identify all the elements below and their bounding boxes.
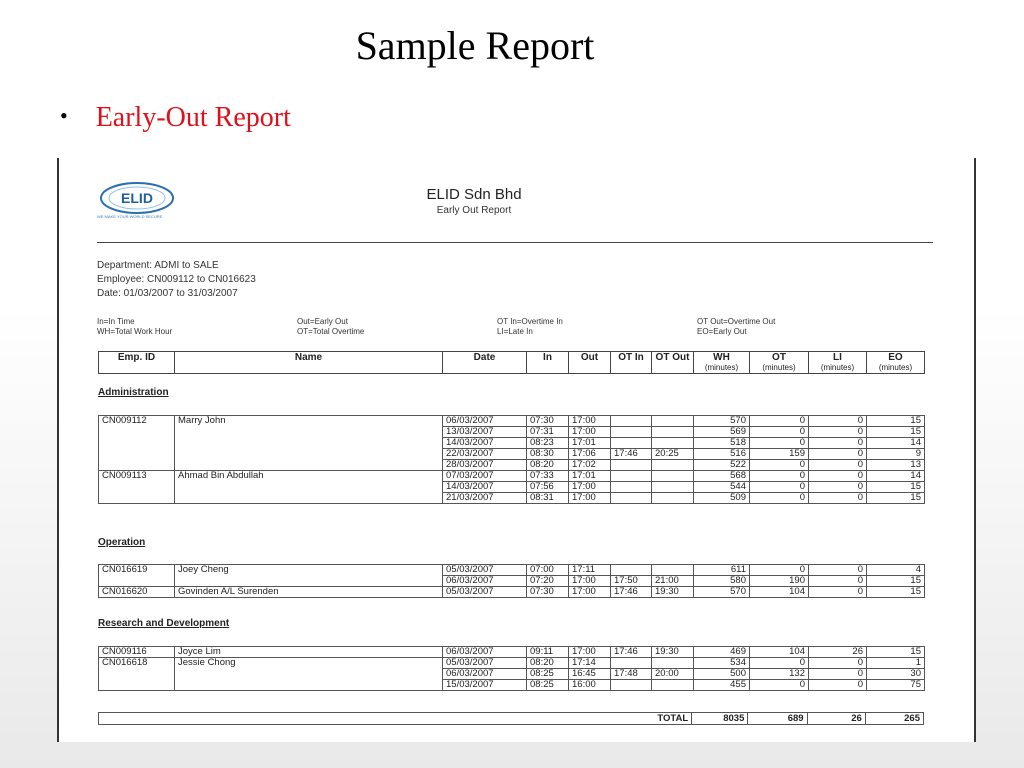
cell-li: 0 bbox=[809, 427, 867, 438]
cell-ot-out bbox=[652, 471, 694, 482]
cell-emp-id: CN016620 bbox=[99, 587, 175, 598]
table-row bbox=[99, 493, 925, 504]
cell-name bbox=[175, 427, 443, 438]
table-row bbox=[99, 416, 925, 427]
header-ot-label: OT bbox=[772, 352, 786, 363]
cell-ot: 104 bbox=[750, 647, 809, 658]
header-ot-out: OT Out bbox=[652, 352, 694, 374]
header-li-unit: (minutes) bbox=[820, 363, 855, 372]
header-emp-id: Emp. ID bbox=[99, 352, 175, 374]
table-row bbox=[99, 460, 925, 471]
cell-ot: 0 bbox=[750, 658, 809, 669]
cell-ot-in bbox=[611, 427, 652, 438]
cell-li: 0 bbox=[809, 576, 867, 587]
bullet-item bbox=[60, 102, 291, 134]
cell-date: 05/03/2007 bbox=[443, 587, 527, 598]
total-li: 26 bbox=[807, 713, 865, 725]
cell-eo: 30 bbox=[867, 669, 925, 680]
cell-in: 07:31 bbox=[527, 427, 569, 438]
cell-emp-id bbox=[99, 669, 175, 680]
cell-eo: 1 bbox=[867, 658, 925, 669]
cell-ot-out bbox=[652, 438, 694, 449]
cell-wh: 500 bbox=[694, 669, 750, 680]
table-row bbox=[99, 482, 925, 493]
legend-li: LI=Late In bbox=[497, 327, 533, 336]
cell-emp-id: CN009116 bbox=[99, 647, 175, 658]
cell-li: 0 bbox=[809, 438, 867, 449]
cell-ot-in: 17:48 bbox=[611, 669, 652, 680]
header-ot bbox=[750, 352, 809, 374]
section-table-administration bbox=[98, 415, 925, 504]
section-table-operation bbox=[98, 564, 925, 598]
header-ot-unit: (minutes) bbox=[762, 363, 796, 372]
cell-out: 17:00 bbox=[569, 427, 611, 438]
bullet-text: Early-Out Report bbox=[95, 102, 291, 133]
logo-text: ELID bbox=[121, 190, 153, 206]
logo-tagline: WE MAKE YOUR WORLD SECURE bbox=[97, 214, 163, 219]
header-wh-unit: (minutes) bbox=[704, 363, 739, 372]
cell-date: 06/03/2007 bbox=[443, 416, 527, 427]
cell-name: Marry John bbox=[175, 416, 443, 427]
cell-date: 15/03/2007 bbox=[443, 680, 527, 691]
cell-out: 17:00 bbox=[569, 576, 611, 587]
cell-ot-out bbox=[652, 565, 694, 576]
header-in: In bbox=[527, 352, 569, 374]
cell-out: 17:11 bbox=[569, 565, 611, 576]
cell-li: 26 bbox=[809, 647, 867, 658]
cell-in: 08:30 bbox=[527, 449, 569, 460]
header-out: Out bbox=[569, 352, 611, 374]
criteria-date: Date: 01/03/2007 to 31/03/2007 bbox=[97, 288, 238, 299]
legend-col-1 bbox=[97, 317, 172, 337]
cell-date: 14/03/2007 bbox=[443, 438, 527, 449]
cell-wh: 570 bbox=[694, 587, 750, 598]
cell-eo: 15 bbox=[867, 576, 925, 587]
cell-ot-in: 17:46 bbox=[611, 647, 652, 658]
total-row bbox=[98, 712, 924, 725]
cell-ot-out: 19:30 bbox=[652, 647, 694, 658]
cell-eo: 4 bbox=[867, 565, 925, 576]
section-title-research: Research and Development bbox=[98, 618, 230, 629]
cell-out: 17:00 bbox=[569, 482, 611, 493]
cell-date: 22/03/2007 bbox=[443, 449, 527, 460]
cell-ot: 0 bbox=[750, 493, 809, 504]
report-subtitle: Early Out Report bbox=[436, 205, 512, 216]
cell-wh: 534 bbox=[694, 658, 750, 669]
cell-in: 07:30 bbox=[527, 416, 569, 427]
cell-eo: 15 bbox=[867, 482, 925, 493]
cell-li: 0 bbox=[809, 416, 867, 427]
cell-li: 0 bbox=[809, 482, 867, 493]
cell-out: 17:01 bbox=[569, 471, 611, 482]
cell-ot: 0 bbox=[750, 416, 809, 427]
cell-out: 17:02 bbox=[569, 460, 611, 471]
cell-date: 06/03/2007 bbox=[443, 669, 527, 680]
cell-in: 07:33 bbox=[527, 471, 569, 482]
cell-emp-id: CN009113 bbox=[99, 471, 175, 482]
legend-in: In=In Time bbox=[97, 317, 135, 326]
cell-date: 28/03/2007 bbox=[443, 460, 527, 471]
cell-ot-out bbox=[652, 493, 694, 504]
cell-name: Joyce Lim bbox=[175, 647, 443, 658]
table-row bbox=[99, 658, 925, 669]
cell-eo: 14 bbox=[867, 471, 925, 482]
cell-out: 17:00 bbox=[569, 587, 611, 598]
cell-date: 14/03/2007 bbox=[443, 482, 527, 493]
cell-ot-in: 17:50 bbox=[611, 576, 652, 587]
report-page bbox=[57, 158, 976, 742]
cell-out: 17:06 bbox=[569, 449, 611, 460]
legend-eo: EO=Early Out bbox=[697, 327, 747, 336]
legend-out: Out=Early Out bbox=[297, 317, 348, 326]
cell-ot-in bbox=[611, 565, 652, 576]
cell-emp-id bbox=[99, 576, 175, 587]
total-wh: 8035 bbox=[692, 713, 748, 725]
cell-out: 16:45 bbox=[569, 669, 611, 680]
table-header bbox=[98, 351, 925, 374]
cell-ot-in: 17:46 bbox=[611, 587, 652, 598]
cell-wh: 544 bbox=[694, 482, 750, 493]
cell-in: 08:23 bbox=[527, 438, 569, 449]
cell-ot: 190 bbox=[750, 576, 809, 587]
cell-ot: 0 bbox=[750, 438, 809, 449]
cell-li: 0 bbox=[809, 471, 867, 482]
cell-emp-id bbox=[99, 427, 175, 438]
cell-in: 07:30 bbox=[527, 587, 569, 598]
legend-otout: OT Out=Overtime Out bbox=[697, 317, 776, 326]
cell-eo: 13 bbox=[867, 460, 925, 471]
header-eo bbox=[867, 352, 925, 374]
cell-name bbox=[175, 680, 443, 691]
cell-name bbox=[175, 449, 443, 460]
cell-ot-out: 19:30 bbox=[652, 587, 694, 598]
cell-name: Jessie Chong bbox=[175, 658, 443, 669]
cell-in: 08:20 bbox=[527, 460, 569, 471]
cell-wh: 570 bbox=[694, 416, 750, 427]
cell-name bbox=[175, 669, 443, 680]
cell-date: 06/03/2007 bbox=[443, 647, 527, 658]
cell-ot-in bbox=[611, 482, 652, 493]
cell-in: 07:20 bbox=[527, 576, 569, 587]
cell-ot-in bbox=[611, 471, 652, 482]
cell-emp-id bbox=[99, 482, 175, 493]
cell-emp-id bbox=[99, 460, 175, 471]
table-row bbox=[99, 576, 925, 587]
cell-in: 08:20 bbox=[527, 658, 569, 669]
cell-li: 0 bbox=[809, 587, 867, 598]
cell-name: Ahmad Bin Abdullah bbox=[175, 471, 443, 482]
cell-date: 13/03/2007 bbox=[443, 427, 527, 438]
cell-out: 16:00 bbox=[569, 680, 611, 691]
cell-in: 08:25 bbox=[527, 669, 569, 680]
legend-col-4 bbox=[697, 317, 775, 337]
cell-in: 08:31 bbox=[527, 493, 569, 504]
cell-ot-in bbox=[611, 460, 652, 471]
table-row bbox=[99, 427, 925, 438]
table-row bbox=[99, 565, 925, 576]
cell-ot-out bbox=[652, 460, 694, 471]
cell-ot: 0 bbox=[750, 482, 809, 493]
cell-wh: 569 bbox=[694, 427, 750, 438]
bullet-dot: • bbox=[60, 103, 68, 128]
legend-wh: WH=Total Work Hour bbox=[97, 327, 173, 336]
cell-in: 07:00 bbox=[527, 565, 569, 576]
cell-emp-id: CN016618 bbox=[99, 658, 175, 669]
header-li bbox=[809, 352, 867, 374]
slide-title: Sample Report bbox=[355, 23, 595, 68]
legend-col-3 bbox=[497, 317, 563, 337]
cell-eo: 15 bbox=[867, 416, 925, 427]
cell-li: 0 bbox=[809, 680, 867, 691]
header-wh-label: WH bbox=[713, 352, 730, 363]
cell-ot-out bbox=[652, 427, 694, 438]
cell-wh: 522 bbox=[694, 460, 750, 471]
header-ot-in: OT In bbox=[611, 352, 652, 374]
cell-eo: 75 bbox=[867, 680, 925, 691]
cell-wh: 455 bbox=[694, 680, 750, 691]
header-name: Name bbox=[175, 352, 443, 374]
cell-date: 05/03/2007 bbox=[443, 565, 527, 576]
cell-name: Joey Cheng bbox=[175, 565, 443, 576]
legend-ot: OT=Total Overtime bbox=[297, 327, 365, 336]
cell-eo: 15 bbox=[867, 493, 925, 504]
cell-name bbox=[175, 460, 443, 471]
section-title-administration: Administration bbox=[98, 387, 169, 398]
cell-ot: 159 bbox=[750, 449, 809, 460]
cell-wh: 580 bbox=[694, 576, 750, 587]
cell-eo: 15 bbox=[867, 427, 925, 438]
cell-eo: 15 bbox=[867, 647, 925, 658]
cell-ot-out bbox=[652, 658, 694, 669]
header-divider bbox=[97, 242, 933, 243]
cell-eo: 15 bbox=[867, 587, 925, 598]
cell-ot: 132 bbox=[750, 669, 809, 680]
cell-eo: 14 bbox=[867, 438, 925, 449]
header-eo-unit: (minutes) bbox=[878, 363, 913, 372]
cell-ot-out: 20:25 bbox=[652, 449, 694, 460]
cell-emp-id: CN009112 bbox=[99, 416, 175, 427]
table-row bbox=[99, 680, 925, 691]
cell-date: 07/03/2007 bbox=[443, 471, 527, 482]
criteria-department: Department: ADMI to SALE bbox=[97, 260, 219, 271]
cell-ot-in bbox=[611, 658, 652, 669]
header-eo-label: EO bbox=[888, 352, 903, 363]
cell-emp-id: CN016619 bbox=[99, 565, 175, 576]
cell-ot-out: 20:00 bbox=[652, 669, 694, 680]
cell-wh: 518 bbox=[694, 438, 750, 449]
cell-date: 06/03/2007 bbox=[443, 576, 527, 587]
table-row bbox=[99, 438, 925, 449]
cell-ot: 0 bbox=[750, 680, 809, 691]
cell-out: 17:00 bbox=[569, 493, 611, 504]
cell-ot-in: 17:46 bbox=[611, 449, 652, 460]
cell-emp-id bbox=[99, 438, 175, 449]
cell-li: 0 bbox=[809, 565, 867, 576]
table-row bbox=[99, 647, 925, 658]
cell-date: 21/03/2007 bbox=[443, 493, 527, 504]
cell-out: 17:01 bbox=[569, 438, 611, 449]
cell-ot: 0 bbox=[750, 427, 809, 438]
cell-ot-in bbox=[611, 493, 652, 504]
cell-in: 07:56 bbox=[527, 482, 569, 493]
cell-wh: 568 bbox=[694, 471, 750, 482]
cell-ot: 0 bbox=[750, 460, 809, 471]
cell-name bbox=[175, 482, 443, 493]
cell-date: 05/03/2007 bbox=[443, 658, 527, 669]
cell-ot-out: 21:00 bbox=[652, 576, 694, 587]
cell-li: 0 bbox=[809, 658, 867, 669]
cell-ot: 104 bbox=[750, 587, 809, 598]
criteria-employee: Employee: CN009112 to CN016623 bbox=[97, 274, 256, 285]
cell-ot-in bbox=[611, 416, 652, 427]
table-row bbox=[99, 587, 925, 598]
cell-ot-out bbox=[652, 680, 694, 691]
total-ot: 689 bbox=[748, 713, 807, 725]
cell-wh: 469 bbox=[694, 647, 750, 658]
section-table-research bbox=[98, 646, 925, 691]
cell-li: 0 bbox=[809, 669, 867, 680]
cell-out: 17:00 bbox=[569, 416, 611, 427]
cell-ot-out bbox=[652, 416, 694, 427]
cell-out: 17:14 bbox=[569, 658, 611, 669]
cell-emp-id bbox=[99, 493, 175, 504]
legend-col-2 bbox=[297, 317, 364, 337]
cell-name: Govinden A/L Surenden bbox=[175, 587, 443, 598]
total-eo: 265 bbox=[865, 713, 923, 725]
cell-ot-in bbox=[611, 438, 652, 449]
table-row bbox=[99, 449, 925, 460]
header-date: Date bbox=[443, 352, 527, 374]
cell-in: 09:11 bbox=[527, 647, 569, 658]
cell-wh: 509 bbox=[694, 493, 750, 504]
cell-name bbox=[175, 493, 443, 504]
header-li-label: LI bbox=[833, 352, 842, 363]
cell-li: 0 bbox=[809, 493, 867, 504]
legend-otin: OT In=Overtime In bbox=[497, 317, 563, 326]
cell-name bbox=[175, 438, 443, 449]
cell-eo: 9 bbox=[867, 449, 925, 460]
cell-emp-id bbox=[99, 449, 175, 460]
cell-wh: 611 bbox=[694, 565, 750, 576]
company-name: ELID Sdn Bhd bbox=[426, 186, 522, 203]
cell-wh: 516 bbox=[694, 449, 750, 460]
total-label: TOTAL bbox=[99, 713, 692, 725]
cell-li: 0 bbox=[809, 460, 867, 471]
cell-name bbox=[175, 576, 443, 587]
cell-ot-out bbox=[652, 482, 694, 493]
cell-in: 08:25 bbox=[527, 680, 569, 691]
cell-ot: 0 bbox=[750, 565, 809, 576]
cell-ot: 0 bbox=[750, 471, 809, 482]
cell-out: 17:00 bbox=[569, 647, 611, 658]
header-wh bbox=[694, 352, 750, 374]
table-row bbox=[99, 471, 925, 482]
table-row bbox=[99, 669, 925, 680]
section-title-operation: Operation bbox=[98, 537, 146, 548]
cell-li: 0 bbox=[809, 449, 867, 460]
cell-emp-id bbox=[99, 680, 175, 691]
cell-ot-in bbox=[611, 680, 652, 691]
